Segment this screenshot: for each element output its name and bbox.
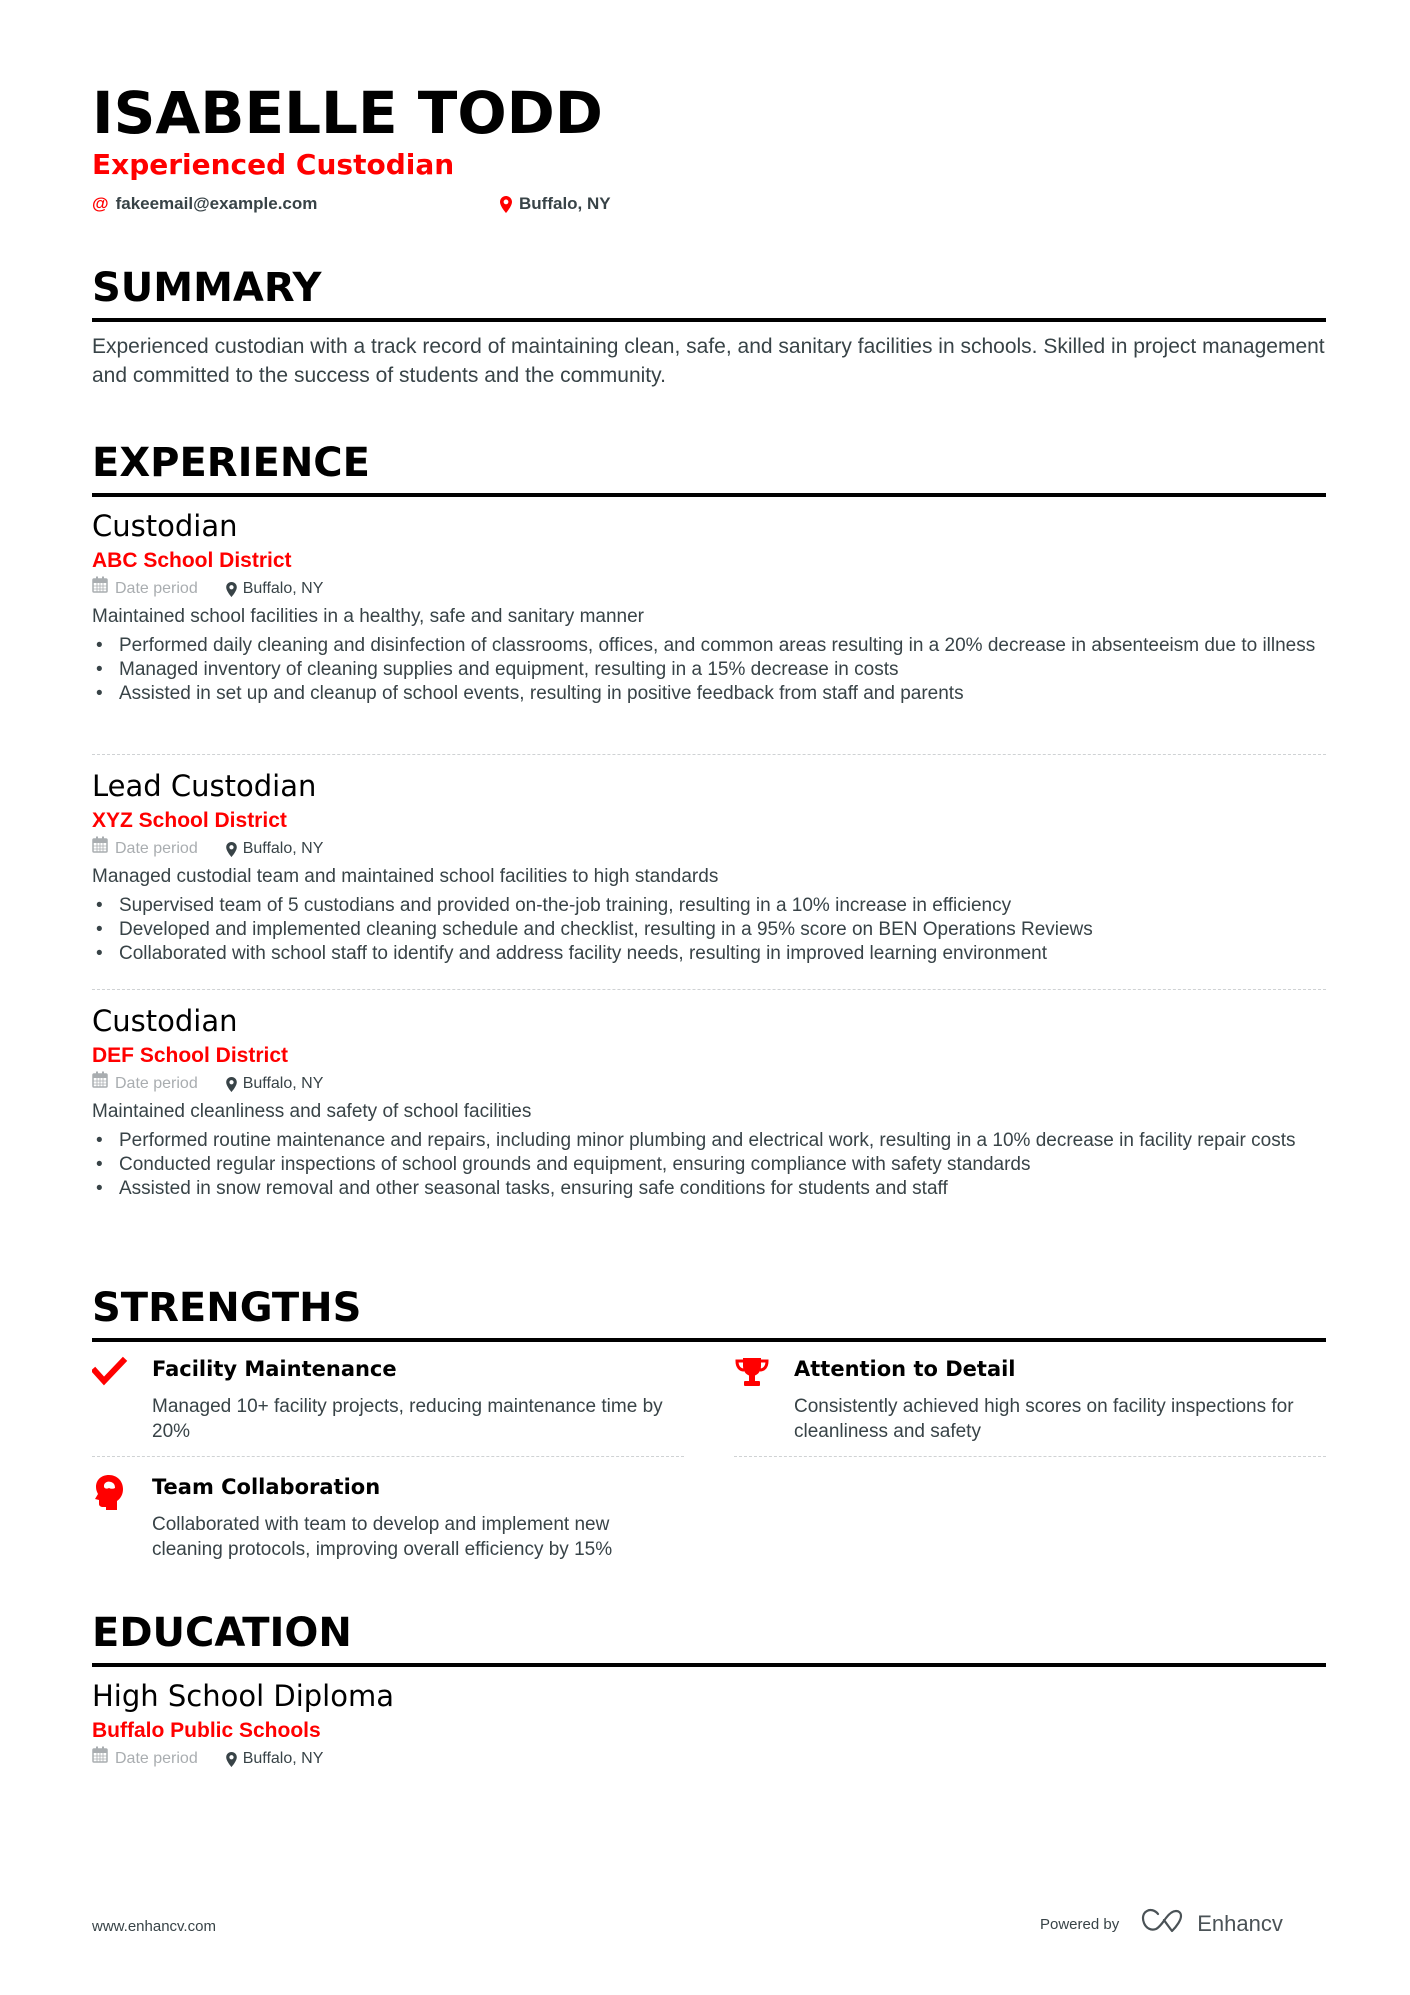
education-date: Date period — [115, 1750, 198, 1767]
job-date: Date period — [115, 840, 198, 857]
job-company: XYZ School District — [92, 809, 287, 832]
job-bullet: • Collaborated with school staff to identify and address facility needs, resulting in improved learning environment — [92, 942, 1326, 966]
job-location: Buffalo, NY — [242, 840, 324, 857]
section-divider — [92, 318, 1326, 322]
job-bullet: • Conducted regular inspections of school grounds and equipment, ensuring compliance with safety standards — [92, 1153, 1326, 1177]
strength-title: Attention to Detail — [794, 1357, 1016, 1381]
strength-divider — [734, 1456, 1326, 1457]
strength-item — [92, 1354, 684, 1460]
job-bullets — [92, 894, 1326, 966]
contact-location — [500, 194, 611, 214]
strength-description: Consistently achieved high scores on facility inspections for cleanliness and safety — [794, 1396, 1294, 1442]
job-bullet: • Performed daily cleaning and disinfection of classrooms, offices, and common areas resulting in a 20% decrease in absenteeism due to illness — [92, 634, 1326, 658]
map-pin-icon — [500, 196, 512, 213]
job-bullets — [92, 1129, 1326, 1201]
location-text: Buffalo, NY — [519, 194, 611, 213]
education-school: Buffalo Public Schools — [92, 1719, 321, 1742]
enhancv-logo-icon — [1141, 1908, 1185, 1940]
map-pin-icon — [226, 582, 237, 597]
job-meta — [92, 1071, 1326, 1097]
education-degree: High School Diploma — [92, 1679, 394, 1713]
strength-title: Facility Maintenance — [152, 1357, 397, 1381]
calendar-icon — [92, 1071, 108, 1097]
job-meta — [92, 576, 1326, 602]
map-pin-icon — [226, 842, 237, 857]
job-bullet: • Developed and implemented cleaning schedule and checklist, resulting in a 95% score on BEN Operations Reviews — [92, 918, 1326, 942]
job-company: ABC School District — [92, 549, 292, 572]
map-pin-icon — [226, 1077, 237, 1092]
powered-by-label: Powered by — [1040, 1915, 1120, 1933]
map-pin-icon — [226, 1752, 237, 1767]
strengths-heading: STRENGTHS — [92, 1285, 362, 1331]
job-role: Custodian — [92, 1004, 238, 1038]
experience-item — [92, 1003, 1326, 1201]
candidate-title: Experienced Custodian — [92, 148, 455, 181]
strength-divider — [92, 1456, 684, 1457]
head-brain-icon — [92, 1474, 128, 1506]
education-heading: EDUCATION — [92, 1610, 352, 1656]
contact-bar — [92, 194, 1326, 218]
checkmark-icon — [92, 1356, 128, 1388]
job-role: Lead Custodian — [92, 769, 317, 803]
strengths-section-header — [92, 1284, 1326, 1342]
job-bullets — [92, 634, 1326, 706]
section-divider — [92, 493, 1326, 497]
education-item — [92, 1678, 1326, 1772]
job-bullet: • Supervised team of 5 custodians and provided on-the-job training, resulting in a 10% increase in efficiency — [92, 894, 1326, 918]
strength-item — [92, 1472, 684, 1572]
entry-divider — [92, 989, 1326, 990]
brand-logo[interactable] — [1141, 1908, 1283, 1940]
education-section-header — [92, 1609, 1326, 1667]
job-date: Date period — [115, 580, 198, 597]
at-icon: @ — [92, 194, 109, 213]
job-location: Buffalo, NY — [242, 580, 324, 597]
job-bullet: • Managed inventory of cleaning supplies and equipment, resulting in a 15% decrease in costs — [92, 658, 1326, 682]
trophy-icon — [734, 1356, 770, 1388]
footer-branding — [1040, 1908, 1283, 1940]
job-description: Maintained cleanliness and safety of school facilities — [92, 1101, 532, 1122]
strength-description: Managed 10+ facility projects, reducing maintenance time by 20% — [152, 1396, 663, 1442]
summary-text: Experienced custodian with a track record of maintaining clean, safe, and sanitary facilities in schools. Skilled in project management and committed to the success of students and the community. — [92, 335, 1325, 387]
education-meta — [92, 1746, 1326, 1772]
calendar-icon — [92, 836, 108, 862]
job-date: Date period — [115, 1075, 198, 1092]
job-company: DEF School District — [92, 1044, 289, 1067]
section-divider — [92, 1663, 1326, 1667]
calendar-icon — [92, 576, 108, 602]
job-description: Maintained school facilities in a healthy, safe and sanitary manner — [92, 606, 645, 627]
email-text: fakeemail@example.com — [115, 194, 318, 213]
job-location: Buffalo, NY — [242, 1075, 324, 1092]
candidate-name: ISABELLE TODD — [92, 79, 603, 147]
experience-heading: EXPERIENCE — [92, 440, 370, 486]
contact-email[interactable] — [92, 194, 317, 214]
experience-item — [92, 508, 1326, 706]
calendar-icon — [92, 1746, 108, 1772]
job-meta — [92, 836, 1326, 862]
job-bullet: • Assisted in snow removal and other seasonal tasks, ensuring safe conditions for students and staff — [92, 1177, 1326, 1201]
section-divider — [92, 1338, 1326, 1342]
job-bullet: • Assisted in set up and cleanup of school events, resulting in positive feedback from staff and parents — [92, 682, 1326, 706]
strength-item — [734, 1354, 1326, 1460]
experience-section-header — [92, 439, 1326, 497]
summary-heading: SUMMARY — [92, 265, 322, 311]
experience-item — [92, 768, 1326, 966]
strength-description: Collaborated with team to develop and implement new cleaning protocols, improving overall efficiency by 15% — [152, 1514, 613, 1560]
summary-section-header — [92, 264, 1326, 322]
job-description: Managed custodial team and maintained school facilities to high standards — [92, 866, 719, 887]
footer-website-link[interactable]: www.enhancv.com — [92, 1918, 216, 1935]
job-bullet: • Performed routine maintenance and repairs, including minor plumbing and electrical work, resulting in a 10% decrease in facility repair costs — [92, 1129, 1326, 1153]
education-location: Buffalo, NY — [242, 1750, 324, 1767]
brand-name: Enhancv — [1197, 1911, 1283, 1936]
strength-title: Team Collaboration — [152, 1475, 381, 1499]
job-role: Custodian — [92, 509, 238, 543]
entry-divider — [92, 754, 1326, 755]
